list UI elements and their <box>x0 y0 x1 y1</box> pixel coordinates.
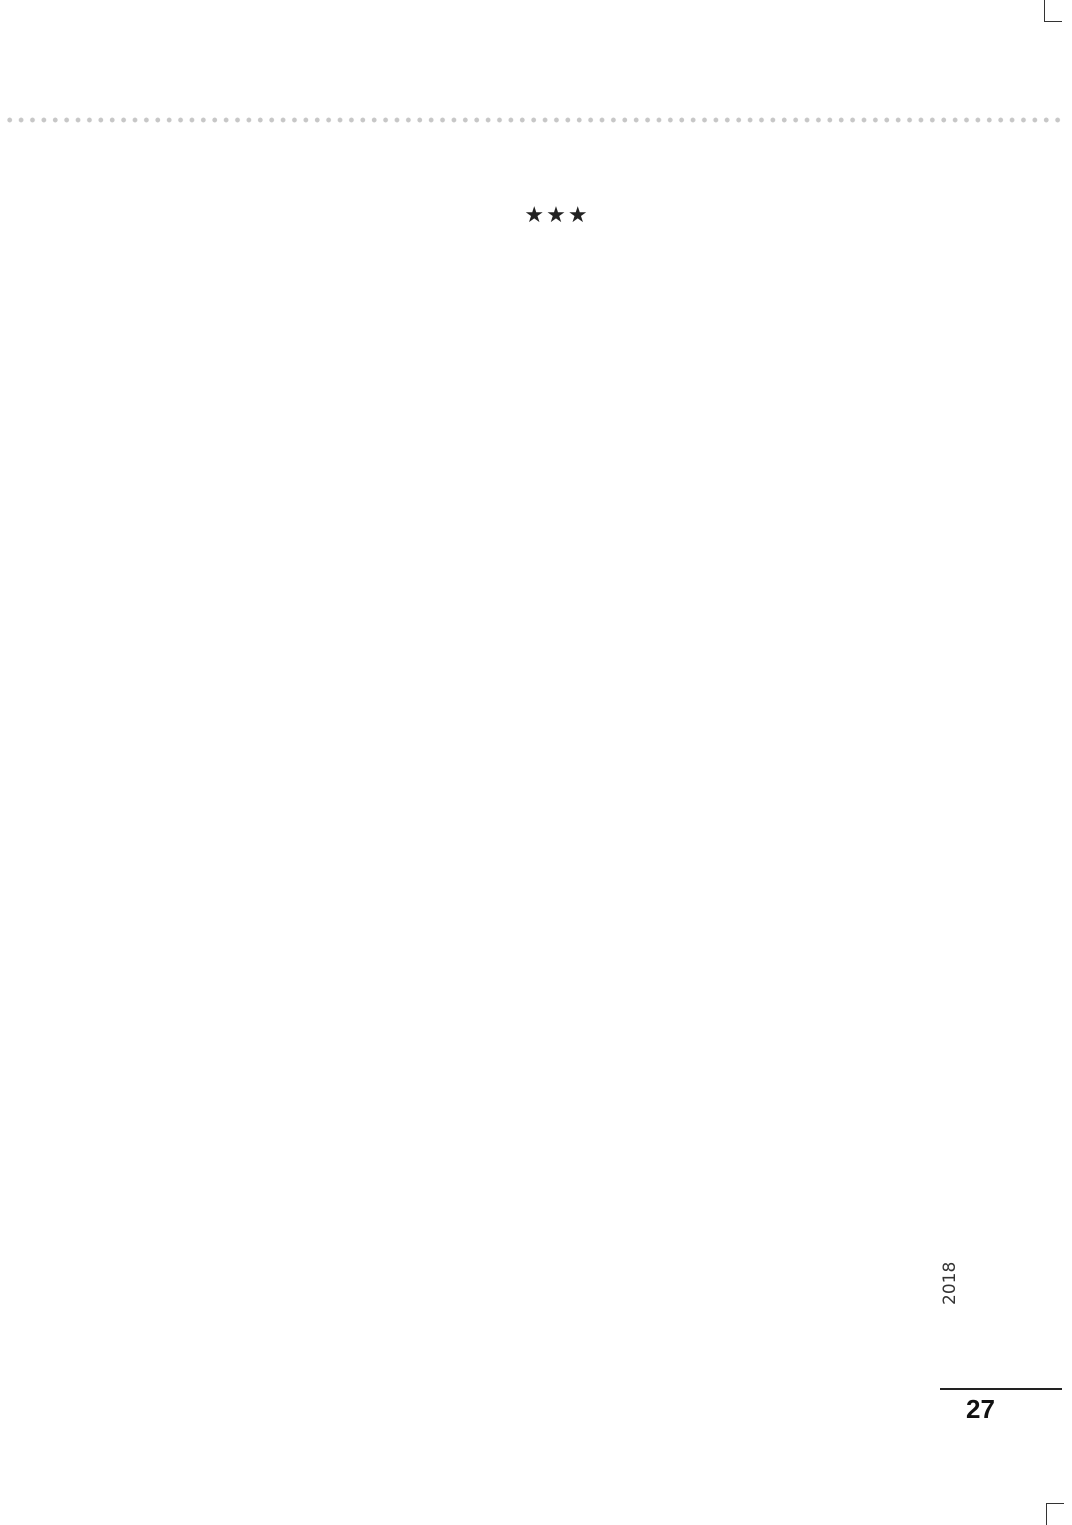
article-body <box>168 200 920 231</box>
side-masthead <box>930 1105 1006 1385</box>
page-number: 27 <box>966 1394 995 1424</box>
section-divider-stars: ★★★ <box>524 203 590 228</box>
page-number-rule <box>940 1388 1062 1390</box>
crop-mark-bottom-right <box>1046 1503 1064 1525</box>
crop-mark-top-right <box>1044 0 1062 22</box>
issue-date: 2018 <box>940 1261 960 1305</box>
dotted-rule <box>4 117 1062 123</box>
